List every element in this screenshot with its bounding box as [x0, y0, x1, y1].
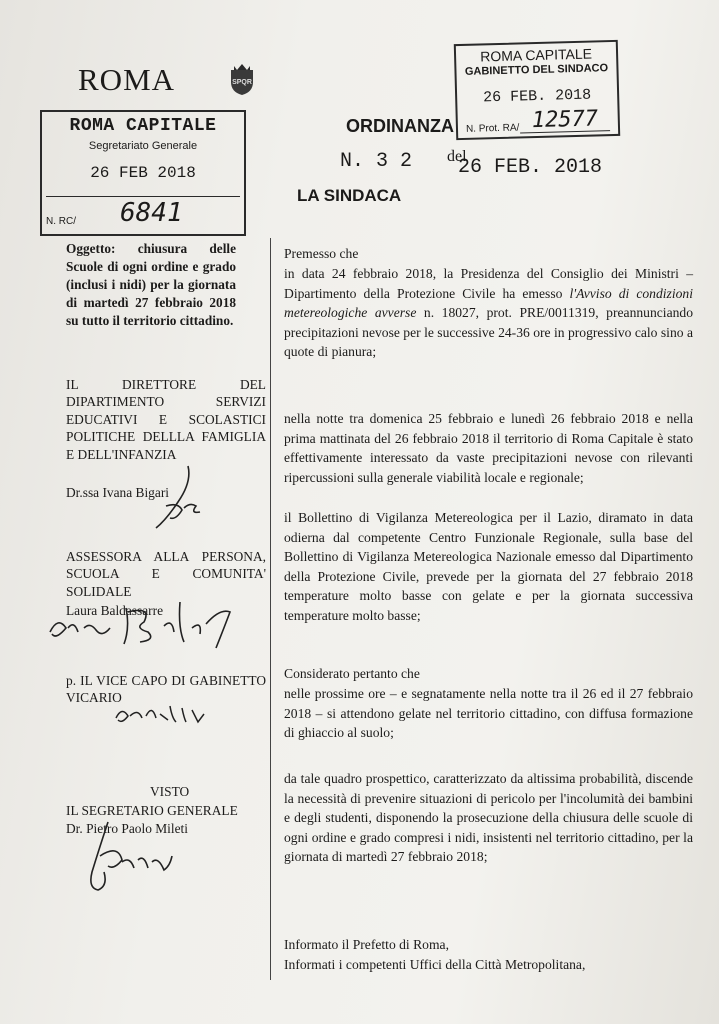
paragraph-bollettino: il Bollettino di Vigilanza Metereologica per il Lazio, diramato in data odierna dal competente Centro Funzionale Regionale, sulla base del Bollettino di Vigilanza Metereologica Nazionale emesso dal Dipartimento della Protezione Civile, prevede per la giornata del 27 febbraio 2018 temperature molto basse con gelate e per la giornata successiva temperature molto basse;: [284, 510, 693, 623]
avviso-title: l'Avviso di condizioni metereologiche avverse: [284, 285, 693, 321]
ordinance-date: 26 FEB. 2018: [458, 156, 603, 179]
paragraph-quadro: da tale quadro prospettico, caratterizzato da altissima probabilità, discende la necessità di prevenire situazioni di pericolo per l'incolumità dei bambini e degli studenti, disponendo la prosecuzione della chiusura delle scuole di ogni ordine e grado compresi i nidi, insistenti nel territorio cittadino, per la giornata di martedì 27 febbraio 2018;: [284, 771, 693, 865]
segretariato-stamp: [40, 110, 246, 236]
vice-capo-signature: [112, 696, 212, 732]
assessora-name: Laura Baldassarre: [66, 603, 164, 618]
stamp-protocol-label: N. RC/: [46, 216, 76, 227]
subject-block: Oggetto: chiusura delle Scuole di ogni ordine e grado (inclusi i nidi) per la giornata di martedì 27 febbraio 2018 su tutto il territorio cittadino.: [66, 241, 236, 328]
issuer-heading: LA SINDACA: [297, 186, 402, 205]
paragraph-gelate: nelle prossime ore – e segnatamente nella notte tra il 26 ed il 27 febbraio 2018 – si attendono gelate nel territorio cittadino, con diffusa formazione di ghiaccio al suolo;: [284, 686, 693, 741]
segretario-name: Dr. Pietro Paolo Mileti: [66, 821, 188, 836]
ordinance-number: N. 3 2: [340, 150, 413, 173]
paragraph-text: in data 24 febbraio 2018, la Presidenza del Consiglio dei Ministri – Dipartimento della Protezione Civile ha emesso: [284, 266, 693, 301]
roma-heading: ROMA: [78, 62, 176, 97]
stamp-date: 26 FEB 2018: [90, 164, 196, 182]
ordinanza-title: ORDINANZA: [346, 116, 454, 136]
paragraph-avviso: [284, 264, 693, 362]
stamp-subtitle: Segretariato Generale: [88, 140, 198, 152]
assessora-title: ASSESSORA ALLA PERSONA, SCUOLA E COMUNITA' SOLIDALE: [66, 549, 266, 599]
stamp-subtitle: GABINETTO DEL SINDACO: [464, 62, 609, 78]
segretario-title: IL SEGRETARIO GENERALE: [66, 803, 238, 818]
stamp-date: 26 FEB. 2018: [482, 86, 592, 107]
assessora-signature: [44, 598, 244, 654]
vice-capo-title: p. IL VICE CAPO DI GABINETTO VICARIO: [66, 673, 266, 706]
informato-prefetto: Informato il Prefetto di Roma,: [284, 937, 449, 952]
paragraph-text: n. 18027, prot. PRE/0011319, preannunciando precipitazioni nevose per le successive 24-36 ore in progressivo calo sino a quote di pianura;: [284, 305, 693, 360]
director-title: IL DIRETTORE DEL DIPARTIMENTO SERVIZI EDUCATIVI E SCOLASTICI POLITICHE DELLLA FAMIGLIA E DELL'INFANZIA: [66, 377, 266, 462]
svg-text:SPQR: SPQR: [232, 79, 252, 86]
stamp-title: ROMA CAPITALE: [69, 116, 217, 136]
director-name: Dr.ssa Ivana Bigari: [66, 485, 170, 500]
paragraph-snowfall: nella notte tra domenica 25 febbraio e lunedì 26 febbraio 2018 e nella prima mattinata del 26 febbraio 2018 il territorio di Roma Capitale è stato effettivamente interessato da vaste precipitazioni nevose con rilevanti ripercussioni sulla generale viabilità locale e regionale;: [284, 411, 693, 485]
director-signature: [148, 462, 208, 532]
informati-uffici: Informati i competenti Uffici della Città Metropolitana,: [284, 957, 586, 972]
considerato-heading: Considerato pertanto che: [284, 666, 420, 681]
stamp-protocol-number: 6841: [120, 198, 183, 228]
visto-label: VISTO: [150, 784, 190, 799]
stamp-divider: [46, 196, 240, 197]
premesso-heading: Premesso che: [284, 246, 359, 261]
stamp-title: ROMA CAPITALE: [480, 45, 593, 65]
city-crest-icon: [228, 62, 256, 96]
stamp-protocol-label: N. Prot. RA/: [465, 122, 520, 135]
column-divider: [270, 238, 271, 980]
del-label: del: [447, 148, 467, 165]
segretario-signature: [78, 816, 188, 896]
gabinetto-stamp: [454, 40, 620, 140]
stamp-protocol-number: 12577: [531, 106, 599, 134]
